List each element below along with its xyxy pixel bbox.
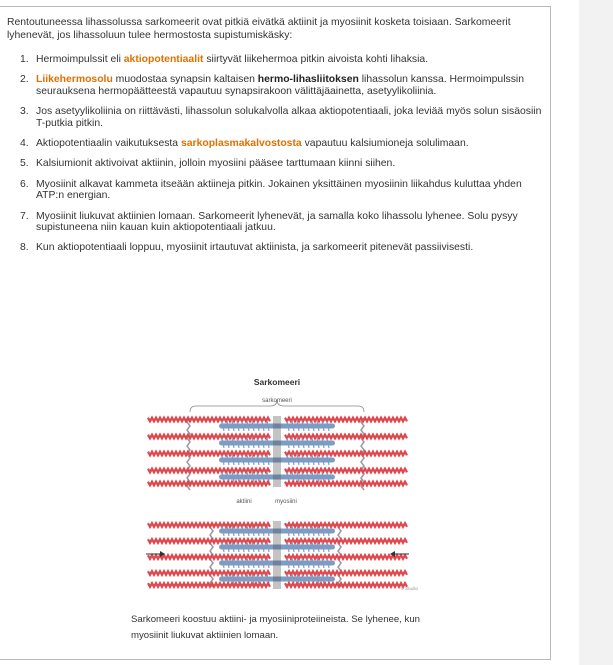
list-item: 7. Myosiinit liukuvat aktiinien lomaan. Sarkomeerit lyhenevät, ja samalla koko lihassolu lyhenee. Solu pysyy supistuneena niin kauan kuin aktiopotentiaali jatkuu. (20, 210, 518, 234)
actin-filament (285, 482, 407, 486)
list-item: 2. Liikehermosolu muodostaa synapsin kaltaisen hermo-lihasliitoksen lihassolun kanssa. Hermoimpulssin seurauksena hermopäätteestä vapautuu synapsirakoon välittäjäainetta, asetyylikoliinia. (20, 74, 524, 97)
actin-filament (285, 469, 407, 473)
actin-filament (148, 435, 270, 439)
bold-term: hermo-lihasliitoksen (257, 74, 359, 86)
list-item: 5. Kalsiumionit aktivoivat aktiinin, jolloin myosiini pääsee tarttumaan kiinni siihen. (20, 158, 396, 170)
list-item: 3. Jos asetyylikoliinia on riittävästi, lihassolun solukalvolla alkaa aktiopotentiaali, joka leviää myös solun sisäosiin T-putkia pitkin. (20, 106, 542, 129)
actin-filament (285, 539, 407, 543)
actin-filament (285, 435, 407, 439)
highlight-term: Liikehermosolu (36, 74, 113, 86)
sarcomere-figure (140, 372, 430, 597)
actin-filament (285, 555, 407, 559)
actin-filament (148, 482, 270, 486)
list-item: 6. Myosiinit alkavat kammeta itseään aktiineja pitkin. Jokainen yksittäinen myosiinin liikahdus kuluttaa yhden ATP:n energian. (20, 178, 522, 202)
content-card (0, 6, 551, 660)
actin-filament (148, 418, 270, 422)
relaxed-sarcomere (148, 416, 407, 490)
myosin-label: myosiini (275, 499, 297, 505)
list-item: 4. Aktiopotentiaalin vaikutuksesta sarkoplasmakalvostosta vapautuu kalsiumioneja solulimaan. (20, 138, 469, 150)
step-number: 4. (20, 138, 29, 150)
intro-paragraph: Rentoutuneessa lihassolussa sarkomeerit ovat pitkiä eivätkä aktiinit ja myosiinit kosketa toisiaan. Sarkomeerit lyhenevät, jos lihassoluun tulee hermostosta supistumiskäsky: (7, 17, 511, 41)
list-item: 8. Kun aktiopotentiaali loppuu, myosiinit irtautuvat aktiinista, ja sarkomeerit pitenevät passiivisesti. (20, 242, 474, 254)
actin-filament (285, 571, 407, 575)
step-number: 1. (20, 54, 29, 65)
contracted-sarcomere (148, 521, 407, 589)
highlight-term: aktiopotentiaalit (123, 54, 204, 65)
step-number: 8. (20, 242, 29, 254)
list-item: 1. Hermoimpulssit eli aktiopotentiaalit siirtyvät liikehermoa pitkin aivoista kohti lihaksia. (20, 54, 429, 65)
sarcomere-illustration (140, 372, 430, 597)
actin-filament (148, 452, 270, 456)
actin-filament (285, 583, 407, 587)
image-watermark: © Studio (400, 586, 418, 591)
actin-filament (285, 418, 407, 422)
step-number: 6. (20, 178, 29, 190)
actin-filament (285, 523, 407, 527)
contraction-steps-list (20, 54, 545, 263)
figure-title: Sarkomeeri (253, 377, 301, 387)
actin-filament (148, 469, 270, 473)
actin-label: aktiini (236, 499, 252, 505)
side-panel (579, 0, 613, 665)
step-number: 3. (20, 106, 29, 118)
step-number: 5. (20, 158, 29, 170)
highlight-term: sarkoplasmakalvostosta (180, 138, 302, 150)
step-number: 7. (20, 210, 29, 222)
step-number: 2. (20, 74, 29, 86)
sarcomere-bracket (190, 400, 364, 412)
actin-filament (285, 452, 407, 456)
sarcomere-bracket-label: sarkomeeri (262, 398, 292, 404)
figure-caption: Sarkomeeri koostuu aktiini- ja myosiiniproteiineista. Se lyhenee, kun myosiinit liukuvat aktiinien lomaan. (131, 614, 421, 641)
actin-filament (148, 583, 270, 587)
